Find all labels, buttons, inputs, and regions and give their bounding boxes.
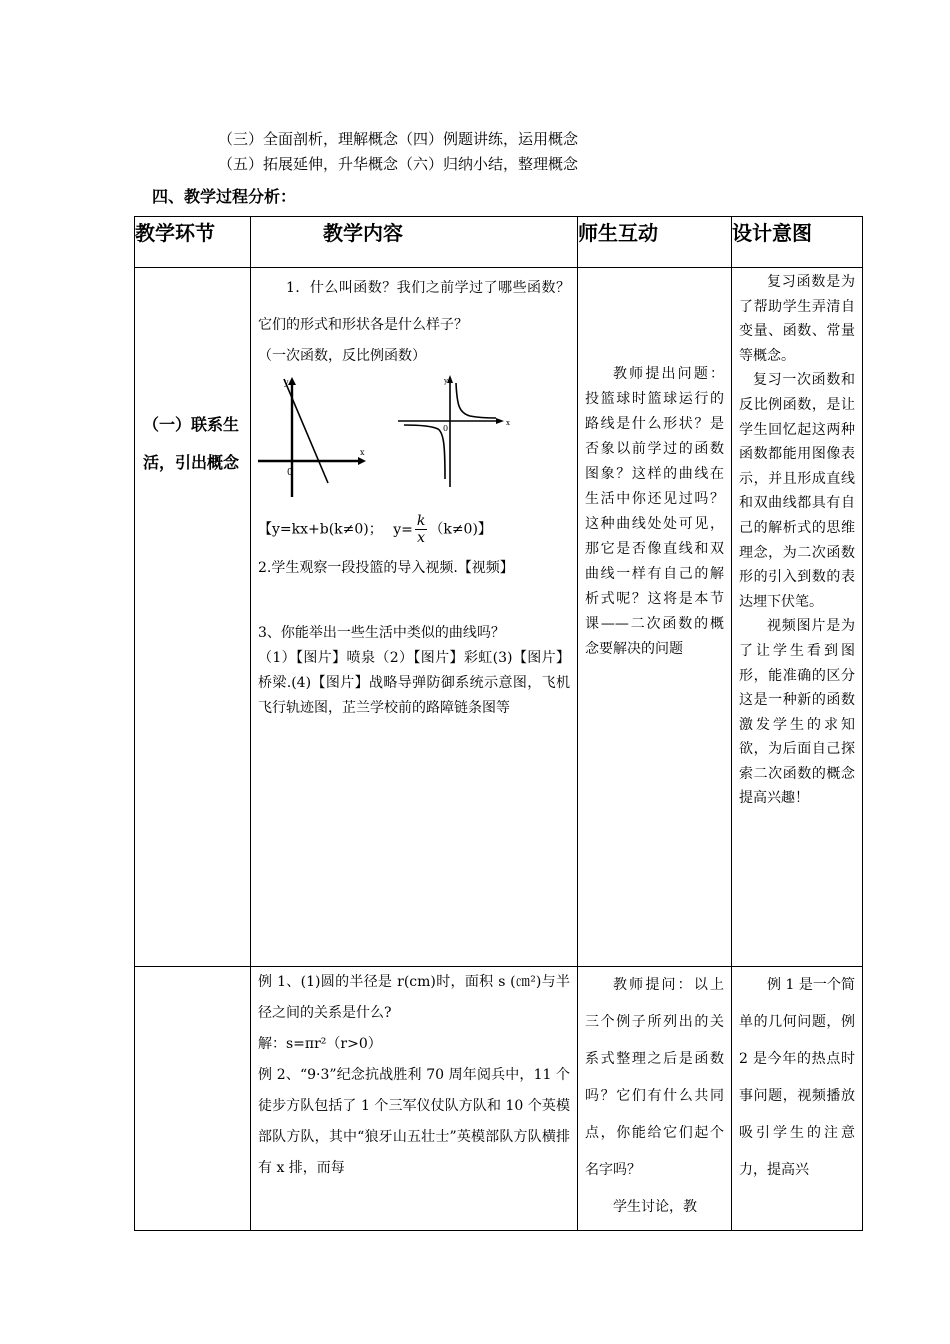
- inverse-y-label: y: [444, 377, 448, 385]
- formula-numerator: k: [416, 513, 426, 529]
- content-item-2: 2.学生观察一段投篮的导入视频.【视频】: [258, 560, 514, 576]
- content-item-3: 3、你能举出一些生活中类似的曲线吗？: [258, 625, 505, 641]
- linear-function-graph: [258, 377, 366, 497]
- row2-content-cell: [251, 967, 578, 1231]
- row1-interaction-cell: [578, 268, 732, 967]
- inverse-branch-1: [456, 383, 496, 418]
- content-answer-1: （一次函数，反比例函数）: [258, 348, 426, 364]
- row1-intent-cell: [732, 268, 863, 967]
- formula-linear: 【y=kx+b(k≠0)；: [258, 521, 383, 538]
- intro-line-1: （三）全面剖析，理解概念（四）例题讲练，运用概念: [218, 130, 579, 148]
- row2-intent-cell: [732, 967, 863, 1231]
- row1-stage-text: （一）联系生活，引出概念: [143, 415, 240, 472]
- inverse-x-arrow: [496, 418, 504, 424]
- function-formulas: [258, 513, 570, 546]
- row2-stage-text: [135, 967, 250, 975]
- linear-y-label: y: [284, 378, 289, 387]
- inverse-function-graph: [398, 375, 510, 487]
- section-title: 四、教学过程分析：: [152, 187, 297, 206]
- intro-line-2: （五）拓展延伸，升华概念（六）归纳小结，整理概念: [218, 155, 579, 173]
- linear-x-label: x: [360, 448, 365, 457]
- formula-fraction: [415, 513, 427, 546]
- linear-x-arrow: [358, 457, 366, 465]
- row2-example-1: 例 1、(1)圆的半径是 r(cm)时，面积 s (㎝²)与半径之间的关系是什么?: [258, 974, 570, 1021]
- inverse-x-label: x: [506, 419, 510, 427]
- header-intent: 设计意图: [732, 217, 863, 268]
- teaching-process-table: [134, 216, 863, 1231]
- row2-intent-text: 例 1 是一个简单的几何问题，例 2 是今年的热点时事问题，视频播放吸引学生的注意力，提高兴: [739, 977, 855, 1178]
- inverse-origin-label: 0: [443, 424, 449, 433]
- linear-origin-label: 0: [287, 468, 293, 478]
- row2-stage-cell: [135, 967, 251, 1231]
- row1-content-cell: [251, 268, 578, 967]
- row1-intent-p1: 复习函数是为了帮助学生弄清自变量、函数、常量等概念。: [739, 274, 855, 364]
- graphs-svg: [258, 375, 568, 505]
- formula-inverse-condition: （k≠0)】: [429, 521, 492, 538]
- row1-stage-cell: [135, 268, 251, 967]
- header-content: 教学内容: [251, 217, 578, 268]
- row1-intent-p3: 视频图片是为了让学生看到图形，能准确的区分这是一种新的函数激发学生的求知欲，为后面自己探索二次函数的概念提高兴趣！: [739, 618, 855, 807]
- linear-y-arrow: [288, 377, 296, 385]
- row2-example-2: 例 2、“9·3”纪念抗战胜利 70 周年阅兵中，11 个徒步方队包括了 1 个三军仪仗队方队和 10 个英模部队方队，其中“狼牙山五壮士”英模部队方队横排有 x 排，而每: [258, 1067, 570, 1176]
- function-graphs: [258, 375, 570, 505]
- row1-interaction-text: 教师提出问题：投篮球时篮球运行的路线是什么形状？是否象以前学过的函数图象？这样的曲线在生活中你还见过吗？这种曲线处处可见，那它是否像直线和双曲线一样有自己的解析式呢？这将是本节课——二次函数的概念要解决的问题: [585, 366, 724, 657]
- formula-inverse-y: y=: [393, 521, 413, 538]
- row2-interaction-p1: 教师提问：以上三个例子所列出的关系式整理之后是函数吗？它们有什么共同点，你能给它们起个名字吗？: [585, 977, 724, 1178]
- row2-interaction-cell: [578, 967, 732, 1231]
- formula-denominator: x: [417, 530, 426, 546]
- header-interaction: 师生互动: [578, 217, 732, 268]
- content-item-3-examples: （1）【图片】喷泉（2）【图片】彩虹(3)【图片】桥梁.(4)【图片】战略导弹防御系统示意图，飞机飞行轨迹图，芷兰学校前的路障链条图等: [258, 650, 570, 716]
- row2-interaction-p2: 学生讨论，教: [613, 1199, 697, 1215]
- inverse-branch-2: [404, 425, 445, 479]
- row1-intent-p2: 复习一次函数和反比例函数，是让学生回忆起这两种函数都能用图像表示，并且形成直线和双曲线都具有自己的解析式的思维理念，为二次函数形的引入到数的表达埋下伏笔。: [739, 372, 855, 610]
- header-stage: 教学环节: [135, 217, 251, 268]
- row2-solution-1: 解：s=πr²（r>0）: [258, 1036, 382, 1052]
- content-question-1: 1．什么叫函数？我们之前学过了哪些函数？它们的形式和形状各是什么样子？: [258, 280, 570, 333]
